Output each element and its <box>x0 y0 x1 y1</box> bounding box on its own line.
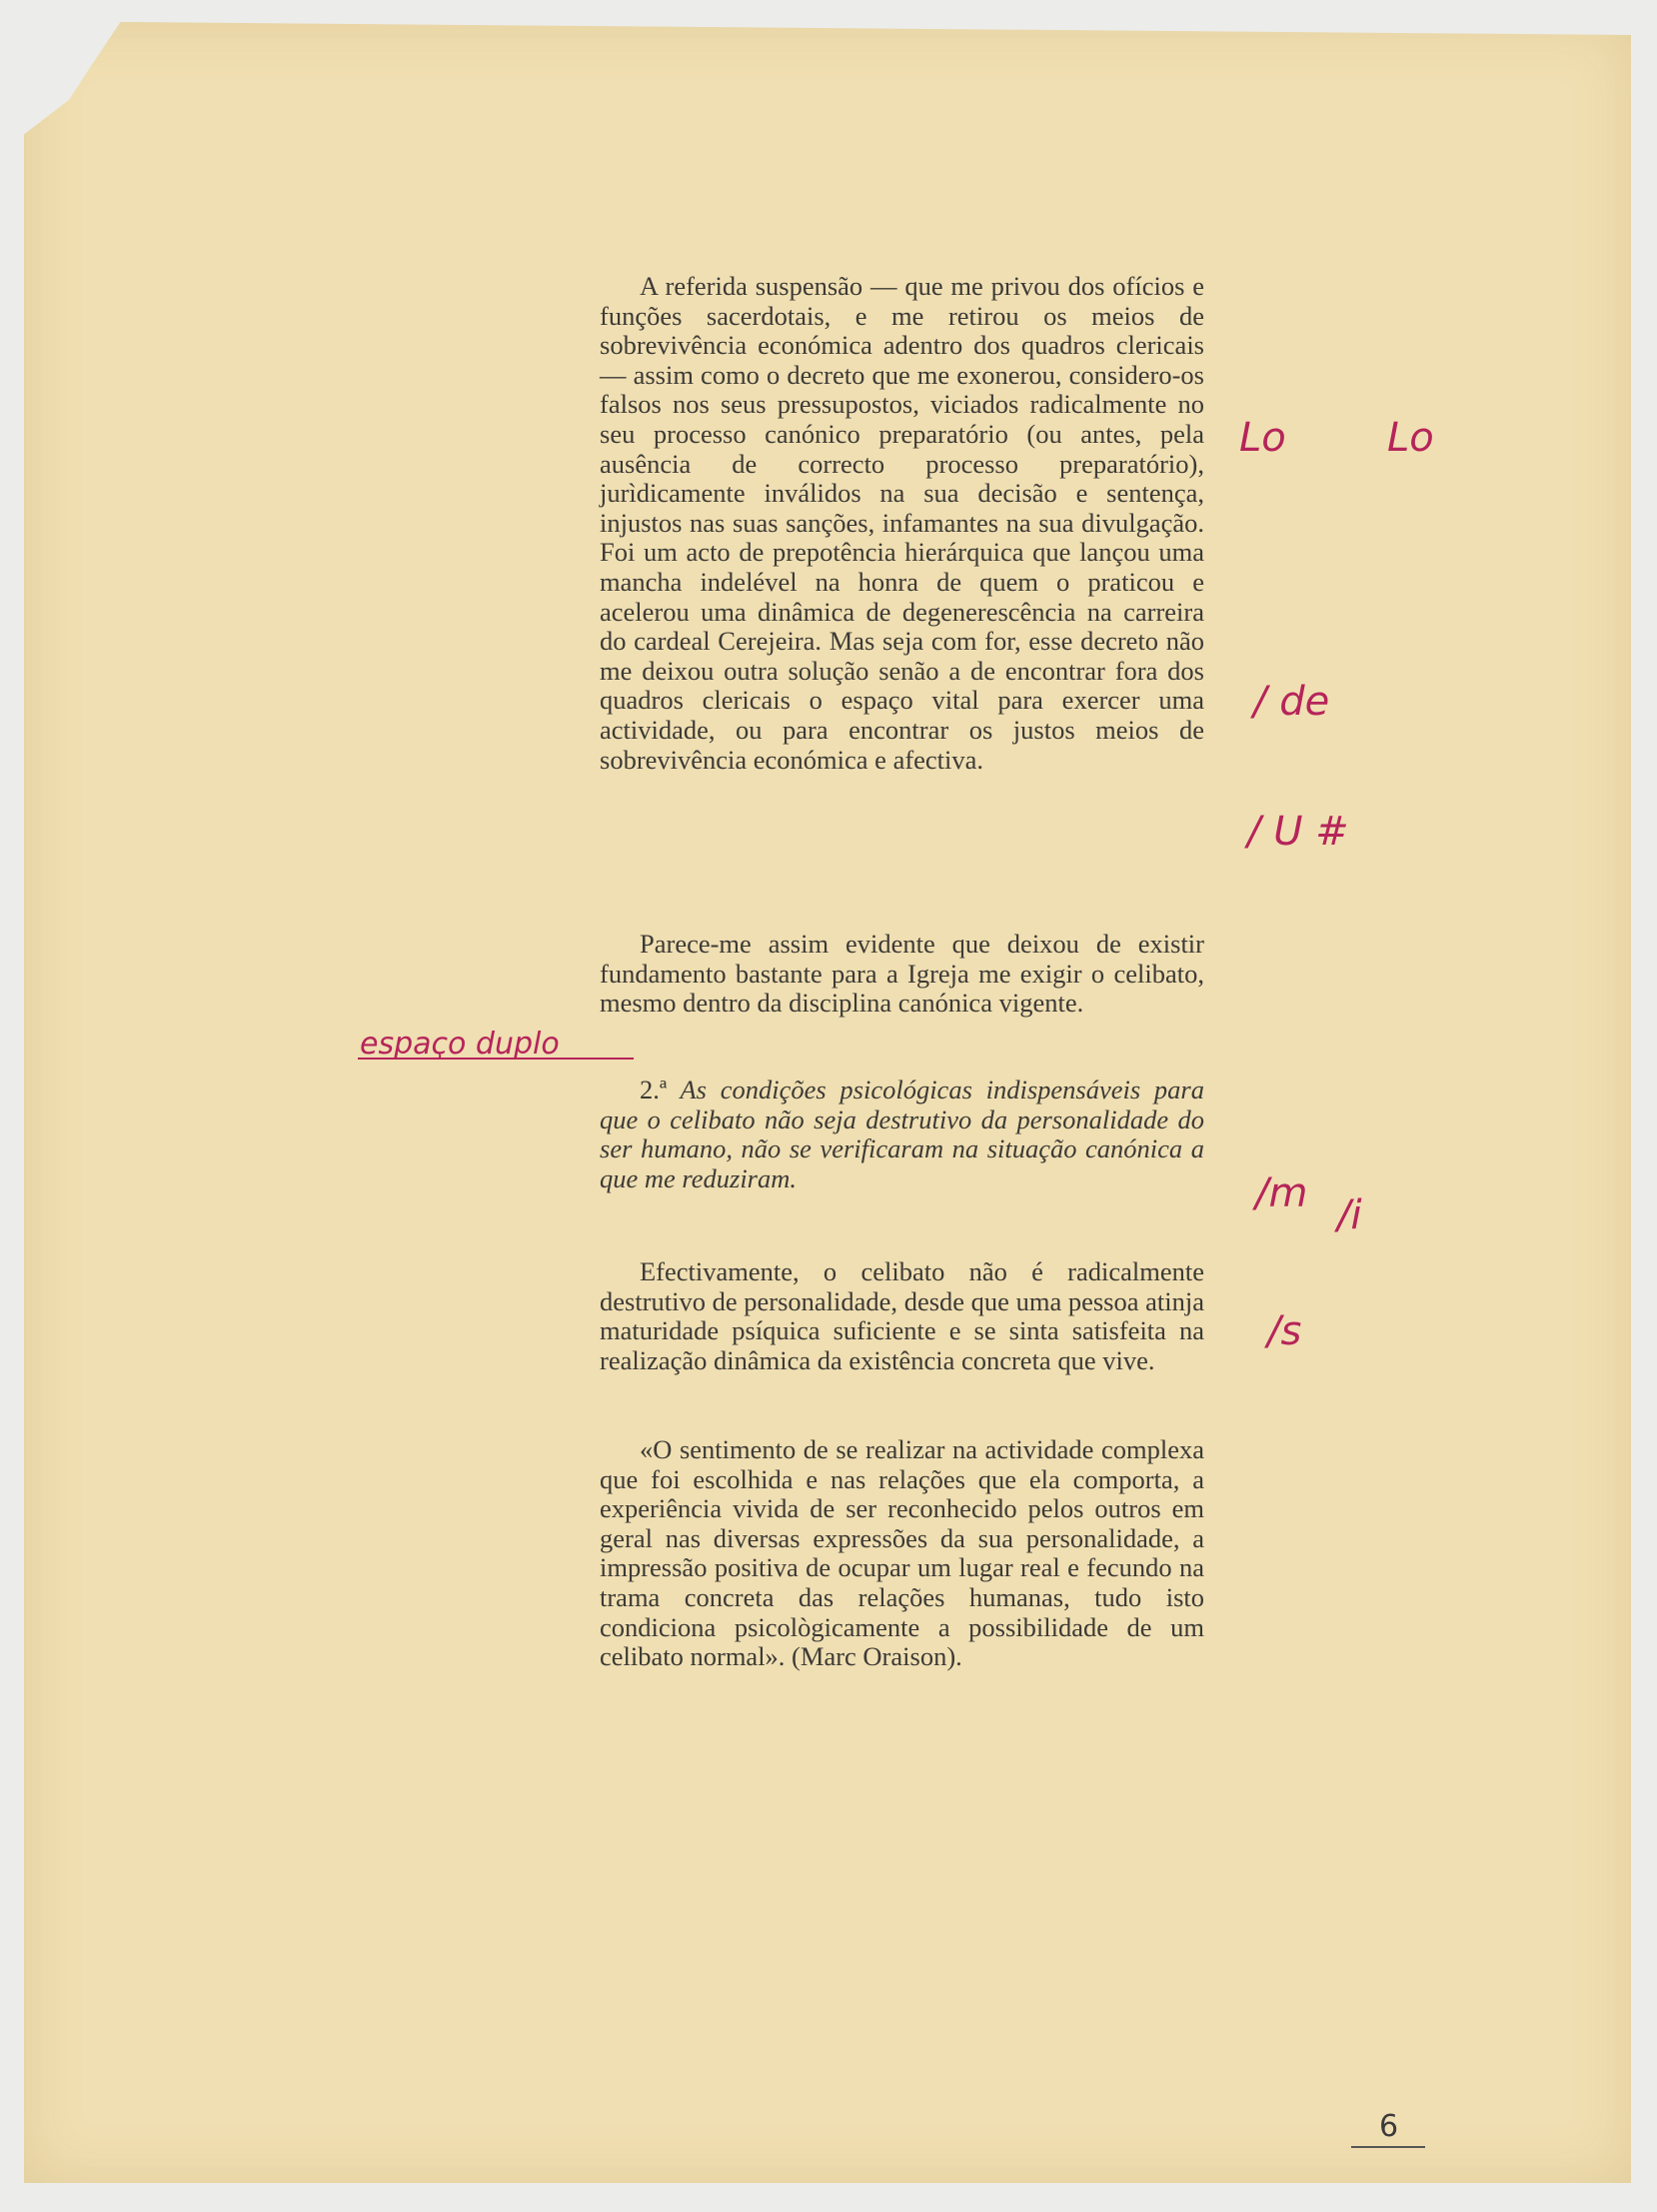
paragraph-3 <box>600 1076 1204 1193</box>
annotation-lo-1: Lo <box>1239 415 1286 461</box>
section-heading: As condições psicológicas indispensáveis para que o celibato não seja destrutivo da personalidade do ser humano, não se verificaram na situação canónica a que me reduziram. <box>600 1075 1204 1193</box>
annotation-lo-2: Lo <box>1387 415 1434 461</box>
paragraph-1: A referida suspensão — que me privou dos ofícios e funções sacerdotais, e me retirou os meios de sobrevivência económica adentro dos quadros clericais — assim como o decreto que me exonerou, considero-os falsos nos seus pressupostos, viciados radicalmente no seu processo canónico preparatório (ou antes, pela ausência de correcto processo preparatório), jurìdicamente inválidos na sua decisão e sentença, injustos nas suas sanções, infamantes na sua divulgação. Foi um acto de prepotência hierárquica que lançou uma mancha indelével na honra de quem o praticou e acelerou uma dinâmica de degenerescência na carreira do cardeal Cerejeira. Mas seja com for, esse decreto não me deixou outra solução senão a de encontrar fora dos quadros clericais o espaço vital para exercer uma actividade, ou para encontrar os justos meios de sobrevivência económica e afectiva. <box>600 271 1204 775</box>
annotation-de: / de <box>1253 679 1330 725</box>
annotation-i: /i <box>1337 1192 1362 1238</box>
paragraph-2: Parece-me assim evidente que deixou de existir fundamento bastante para a Igreja me exigir o celibato, mesmo dentro da disciplina canónica vigente. <box>600 929 1204 1019</box>
paragraph-5-quote: «O sentimento de se realizar na actividade complexa que foi escolhida e nas relações que ela comporta, a experiência vivida de ser reconhecido pelos outros em geral nas diversas expressões da sua personalidade, a impressão positiva de ocupar um lugar real e fecundo na trama concreta das relações humanas, tudo isto condiciona psicològicamente a possibilidade de um celibato normal». (Marc Oraison). <box>600 1434 1204 1672</box>
section-number: 2.ª <box>640 1075 668 1105</box>
paragraph-4: Efectivamente, o celibato não é radicalmente destrutivo de personalidade, desde que uma pessoa atinja maturidade psíquica suficiente e se sinta satisfeita na realização dinâmica da existência concreta que vive. <box>600 1256 1204 1375</box>
page-number-underline <box>1351 2146 1425 2148</box>
annotation-s: /s <box>1267 1308 1302 1354</box>
annotation-m: /m <box>1255 1170 1308 1216</box>
annotation-u-hash: / U # <box>1247 809 1349 855</box>
page-number: 6 <box>1379 2109 1399 2144</box>
annotation-underline <box>358 1058 634 1060</box>
annotation-espaco-duplo: espaço duplo <box>360 1027 560 1062</box>
